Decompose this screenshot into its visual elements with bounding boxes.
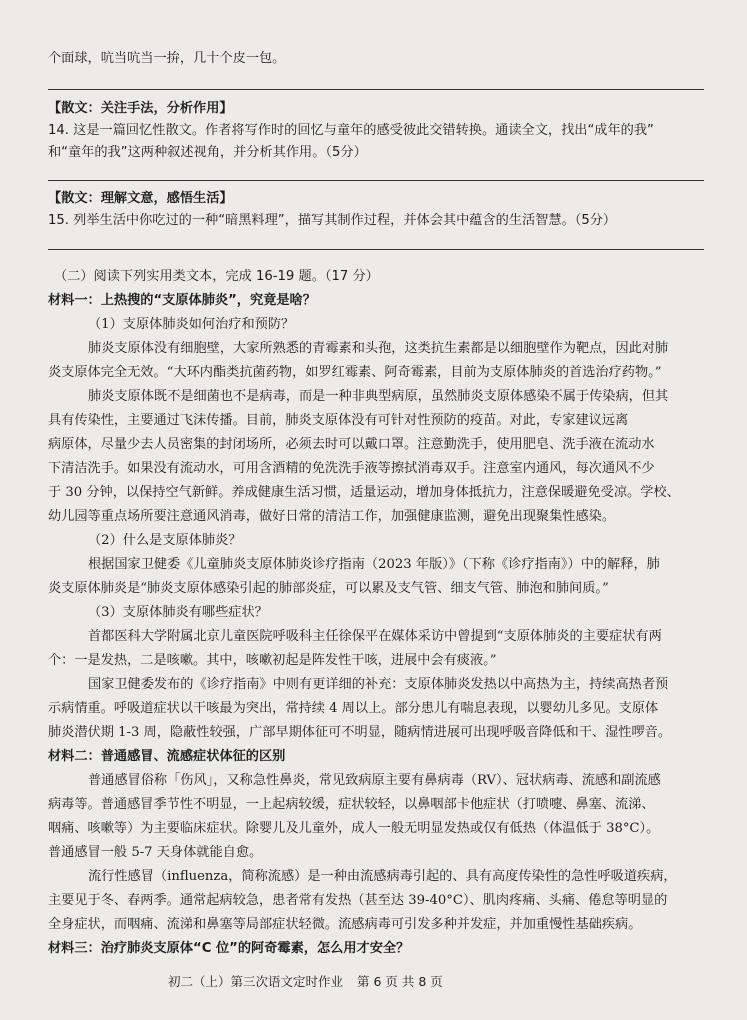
paragraph-line: 流行性感冒（influenza，简称流感）是一种由流感病毒引起的、具有高度传染性的急性呼吸道疾病， xyxy=(88,869,677,884)
paragraph-line: 示病情重。呼吸道症状以干咳最为突出，常持续 4 周以上。部分患儿有喘息表现，以婴幼儿多见。支原体 xyxy=(48,701,659,716)
section-heading: 【散文：理解文意，感悟生活】 xyxy=(48,191,233,206)
divider xyxy=(48,249,704,250)
paragraph-line: 普通感冒一般 5-7 天身体就能自愈。 xyxy=(48,845,263,860)
material-title: 材料二：普通感冒、流感症状体征的区别 xyxy=(48,749,286,764)
paragraph-line: 根据国家卫健委《儿童肺炎支原体肺炎诊疗指南（2023 年版）》（下称《诊疗指南》）中的解释，肺 xyxy=(88,557,660,572)
paragraph-line: 咽痛、咳嗽等）为主要临床症状。除婴儿及儿童外，成人一般无明显发热或仅有低热（体温低于 38°C）。 xyxy=(48,821,660,836)
paragraph-line: 肺炎潜伏期 1-3 周，隐蔽性较强，广部早期体征可不明显，随病情进展可出现呼吸音降低和干、湿性啰音。 xyxy=(48,725,672,740)
paragraph-line: 病原体，尽量少去人员密集的封闭场所，必须去时可以戴口罩。注意勤洗手，使用肥皂、洗手液在流动水 xyxy=(48,437,655,452)
paragraph-line: 炎支原体肺炎是“肺炎支原体感染引起的肺部炎症，可以累及支气管、细支气管、肺泡和肺间质。” xyxy=(48,581,609,596)
paragraph-line: 病毒等。普通感冒季节性不明显，一上起病较缓，症状较轻，以鼻咽部卡他症状（打喷嚏、鼻塞、流涕、 xyxy=(48,797,655,812)
paragraph-line: 炎支原体完全无效。“大环内酯类抗菌药物，如罗红霉素、阿奇霉素，目前为支原体肺炎的首选治疗药物。” xyxy=(48,365,662,380)
paragraph-line: 国家卫健委发布的《诊疗指南》中则有更详细的补充：支原体肺炎发热以中高热为主，持续高热者预 xyxy=(88,677,669,692)
material-title: 材料三：治疗肺炎支原体“C 位”的阿奇霉素，怎么用才安全？ xyxy=(48,941,410,956)
material-title: 材料一：上热搜的“支原体肺炎”，究竟是啥？ xyxy=(48,293,316,308)
paragraph-line: 肺炎支原体没有细胞壁，大家所熟悉的青霉素和头孢，这类抗生素都是以细胞壁作为靶点，因此对肺 xyxy=(88,341,669,356)
question-14-cont: 和“童年的我”这两种叙述视角，并分析其作用。（5分） xyxy=(48,145,367,160)
paragraph-line: 首都医科大学附属北京儿童医院呼吸科主任徐保平在媒体采访中曾提到“支原体肺炎的主要症状有两 xyxy=(88,629,662,644)
subheading: （2）什么是支原体肺炎？ xyxy=(88,533,242,548)
section-heading: 【散文：关注手法，分析作用】 xyxy=(48,101,233,116)
divider xyxy=(48,180,704,181)
paragraph-line: 个：一是发热，二是咳嗽。其中，咳嗽初起是阵发性干咳，进展中会有痰液。” xyxy=(48,653,497,668)
paragraph-line: 幼儿园等重点场所要注意通风消毒，做好日常的清洁工作，加强健康监测，避免出现聚集性感染。 xyxy=(48,509,616,524)
subheading: （3）支原体肺炎有哪些症状？ xyxy=(88,605,268,620)
paragraph-line: 全身症状，而咽痛、流涕和鼻塞等局部症状轻微。流感病毒可引发多种并发症，并加重慢性基础疾病。 xyxy=(48,917,642,932)
page-number: 第 6 页 共 8 页 xyxy=(357,974,443,989)
part-intro: （二）阅读下列实用类文本，完成 16-19 题。（17 分） xyxy=(54,269,379,284)
paragraph-line: 于 30 分钟，以保持空气新鲜。养成健康生活习惯，适量运动，增加身体抵抗力，注意保暖避免受凉。学校、 xyxy=(48,485,680,500)
paragraph-line: 具有传染性，主要通过飞沫传播。目前，肺炎支原体没有可针对性预防的疫苗。对此，专家建议远离 xyxy=(48,413,629,428)
footer-title: 初二（上）第三次语文定时作业 xyxy=(168,974,344,989)
paragraph-line: 主要见于冬、春两季。通常起病较急，患者常有发热（甚至达 39-40°C）、肌肉疼痛、头痛、倦怠等明显的 xyxy=(48,893,668,908)
question-14: 14. 这是一篇回忆性散文。作者将写作时的回忆与童年的感受彼此交错转换。通读全文，找出“成年的我” xyxy=(48,123,654,138)
page-footer xyxy=(168,972,453,990)
paragraph-line: 普通感冒俗称「伤风」，又称急性鼻炎，常见致病原主要有鼻病毒（RV）、冠状病毒、流感和副流感 xyxy=(88,773,661,788)
question-15: 15. 列举生活中你吃过的一种“暗黑料理”，描写其制作过程，并体会其中蕴含的生活智慧。（5分） xyxy=(48,213,617,228)
paragraph-line: 肺炎支原体既不是细菌也不是病毒，而是一种非典型病原，虽然肺炎支原体感染不属于传染病，但其 xyxy=(88,389,669,404)
paragraph-line: 下清洁洗手。如果没有流动水，可用含酒精的免洗洗手液等擦拭消毒双手。注意室内通风，每次通风不少 xyxy=(48,461,655,476)
divider xyxy=(48,89,704,90)
subheading: （1）支原体肺炎如何治疗和预防？ xyxy=(88,317,295,332)
top-line: 个面球，吭当吭当一拚，几十个皮一包。 xyxy=(48,51,286,66)
